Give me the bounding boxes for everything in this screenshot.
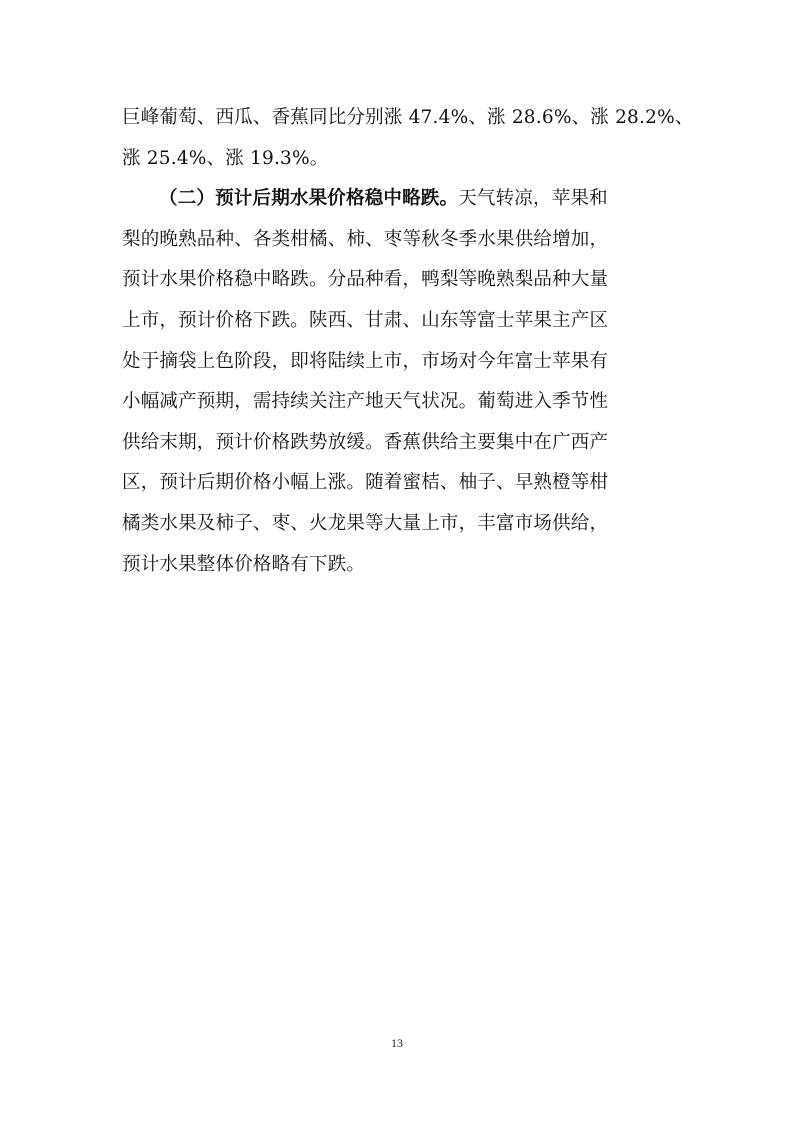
paragraph-line: 巨峰葡萄、西瓜、香蕉同比分别涨 47.4%、涨 28.6%、涨 28.2%、: [122, 107, 694, 128]
paragraph-line: 梨的晚熟品种、各类柑橘、柿、枣等秋冬季水果供给增加，: [122, 228, 609, 250]
section-heading-line: [122, 179, 682, 220]
paragraph-line: 橘类水果及柿子、枣、火龙果等大量上市，丰富市场供给，: [122, 512, 609, 534]
paragraph-line: 供给末期，预计价格跌势放缓。香蕉供给主要集中在广西产: [122, 431, 609, 453]
paragraph-line: 处于摘袋上色阶段，即将陆续上市，市场对今年富士苹果有: [122, 350, 609, 372]
paragraph-text: 天气转凉，苹果和: [458, 188, 608, 210]
paragraph-line: 区，预计后期价格小幅上涨。随着蜜桔、柚子、早熟橙等柑: [122, 472, 609, 494]
paragraph-line: 预计水果价格稳中略跌。分品种看，鸭梨等晚熟梨品种大量: [122, 269, 609, 291]
paragraph-line: 上市，预计价格下跌。陕西、甘肃、山东等富士苹果主产区: [122, 309, 609, 331]
section-heading: （二）预计后期水果价格稳中略跌。: [159, 188, 459, 210]
paragraph-line: 预计水果整体价格略有下跌。: [122, 553, 366, 575]
body-text: [122, 98, 694, 585]
paragraph-line: 小幅减产预期，需持续关注产地天气状况。葡萄进入季节性: [122, 391, 609, 413]
paragraph-line: 涨 25.4%、涨 19.3%。: [122, 147, 329, 169]
page-number: 13: [391, 1036, 403, 1050]
